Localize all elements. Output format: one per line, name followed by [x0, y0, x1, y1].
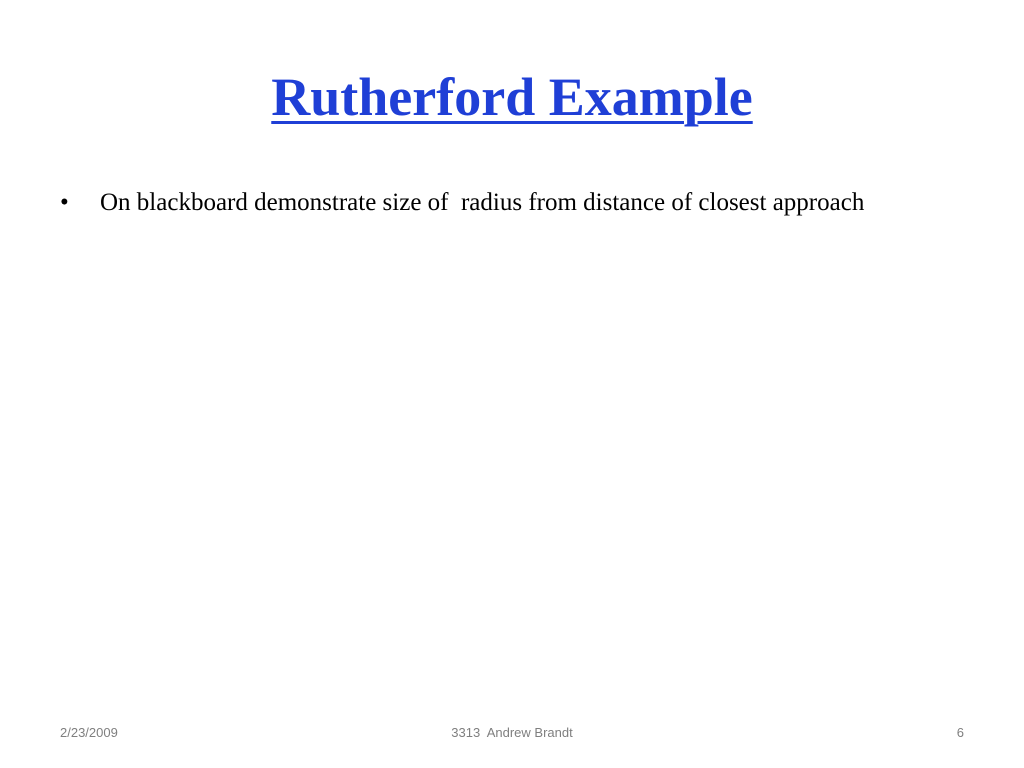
footer-date: 2/23/2009	[60, 725, 118, 740]
bullet-list	[58, 186, 878, 220]
slide-title: Rutherford Example	[271, 67, 753, 127]
footer-page-number: 6	[956, 725, 964, 740]
bullet-icon: •	[60, 189, 69, 216]
bullet-text: On blackboard demonstrate size of radius from distance of closest approach	[100, 189, 865, 216]
footer-author: 3313 Andrew Brandt	[451, 725, 573, 740]
bullet-item	[58, 186, 878, 220]
